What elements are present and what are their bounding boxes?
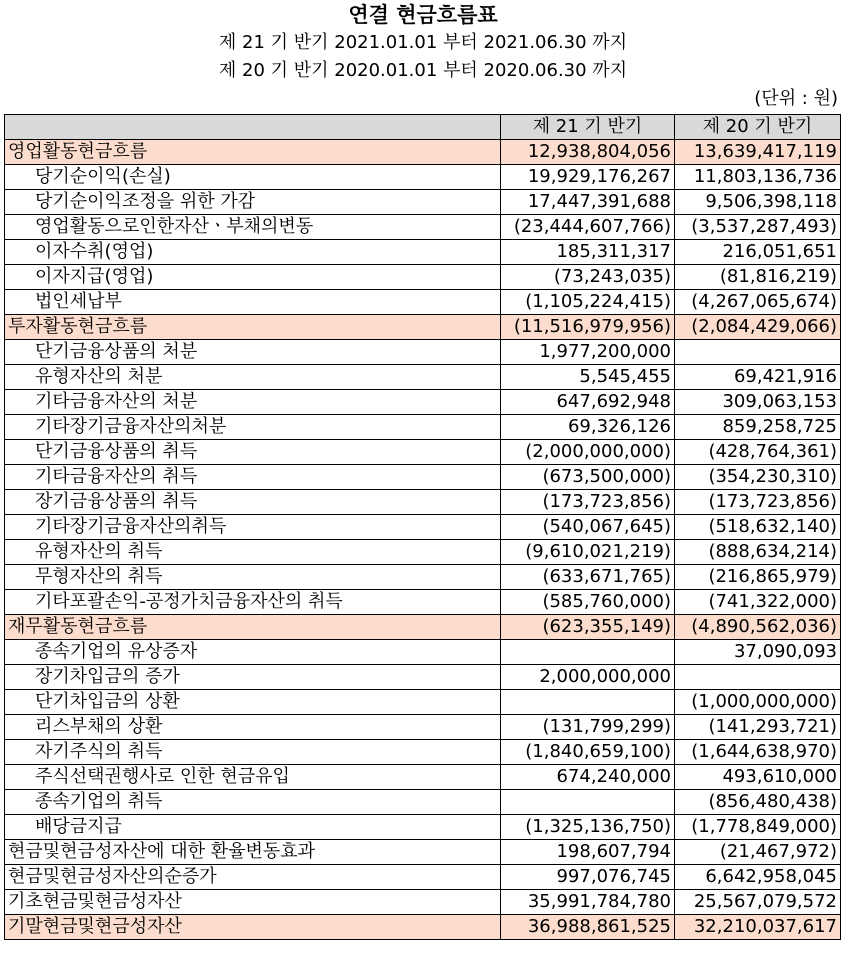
row-current-value: (131,799,299) — [501, 715, 675, 740]
row-label: 재무활동현금흐름 — [5, 615, 501, 640]
row-current-value: 674,240,000 — [501, 765, 675, 790]
row-current-value: (585,760,000) — [501, 590, 675, 615]
row-prior-value: (1,778,849,000) — [675, 815, 841, 840]
row-current-value: (11,516,979,956) — [501, 315, 675, 340]
table-row — [5, 815, 841, 840]
table-row — [5, 665, 841, 690]
table-row — [5, 465, 841, 490]
row-current-value: (9,610,021,219) — [501, 540, 675, 565]
row-current-value: (1,105,224,415) — [501, 290, 675, 315]
row-prior-value: (354,230,310) — [675, 465, 841, 490]
row-current-value: 36,988,861,525 — [501, 915, 675, 940]
row-prior-value: (216,865,979) — [675, 565, 841, 590]
row-current-value: (173,723,856) — [501, 490, 675, 515]
row-current-value — [501, 640, 675, 665]
cash-flow-table — [4, 114, 841, 940]
table-row — [5, 840, 841, 865]
table-row — [5, 615, 841, 640]
row-prior-value: (21,467,972) — [675, 840, 841, 865]
row-prior-value: (888,634,214) — [675, 540, 841, 565]
table-header-row — [5, 115, 841, 140]
row-label: 기타금융자산의 처분 — [5, 390, 501, 415]
row-prior-value — [675, 340, 841, 365]
row-current-value: (540,067,645) — [501, 515, 675, 540]
table-row — [5, 715, 841, 740]
row-current-value: 647,692,948 — [501, 390, 675, 415]
row-prior-value: 32,210,037,617 — [675, 915, 841, 940]
row-prior-value: 37,090,093 — [675, 640, 841, 665]
row-prior-value: 25,567,079,572 — [675, 890, 841, 915]
table-row — [5, 565, 841, 590]
row-prior-value: (1,644,638,970) — [675, 740, 841, 765]
row-prior-value: (4,890,562,036) — [675, 615, 841, 640]
row-current-value — [501, 790, 675, 815]
table-row — [5, 190, 841, 215]
row-label: 기타장기금융자산의취득 — [5, 515, 501, 540]
row-label: 이자수취(영업) — [5, 240, 501, 265]
row-current-value: (633,671,765) — [501, 565, 675, 590]
table-row — [5, 365, 841, 390]
row-current-value: (23,444,607,766) — [501, 215, 675, 240]
row-label: 종속기업의 취득 — [5, 790, 501, 815]
row-prior-value: (4,267,065,674) — [675, 290, 841, 315]
row-current-value: 5,545,455 — [501, 365, 675, 390]
unit-label: (단위 : 원) — [754, 88, 838, 109]
row-label: 무형자산의 취득 — [5, 565, 501, 590]
row-label: 현금및현금성자산의순증가 — [5, 865, 501, 890]
row-prior-value: (2,084,429,066) — [675, 315, 841, 340]
row-label: 기말현금및현금성자산 — [5, 915, 501, 940]
row-prior-value: (518,632,140) — [675, 515, 841, 540]
row-label: 영업활동으로인한자산ㆍ부채의변동 — [5, 215, 501, 240]
period-prior: 제 20 기 반기 2020.01.01 부터 2020.06.30 까지 — [218, 60, 628, 81]
row-label: 장기차입금의 증가 — [5, 665, 501, 690]
row-current-value: 997,076,745 — [501, 865, 675, 890]
row-label: 이자지급(영업) — [5, 265, 501, 290]
row-label: 기타장기금융자산의처분 — [5, 415, 501, 440]
row-label: 유형자산의 처분 — [5, 365, 501, 390]
table-row — [5, 315, 841, 340]
row-prior-value: 6,642,958,045 — [675, 865, 841, 890]
table-row — [5, 865, 841, 890]
row-prior-value: (856,480,438) — [675, 790, 841, 815]
row-current-value: (73,243,035) — [501, 265, 675, 290]
table-row — [5, 640, 841, 665]
row-prior-value: (3,537,287,493) — [675, 215, 841, 240]
row-current-value: 198,607,794 — [501, 840, 675, 865]
row-current-value: (1,840,659,100) — [501, 740, 675, 765]
row-current-value: 17,447,391,688 — [501, 190, 675, 215]
table-row — [5, 915, 841, 940]
row-current-value: 69,326,126 — [501, 415, 675, 440]
row-current-value: (1,325,136,750) — [501, 815, 675, 840]
row-prior-value: 493,610,000 — [675, 765, 841, 790]
row-current-value: (623,355,149) — [501, 615, 675, 640]
row-label: 종속기업의 유상증자 — [5, 640, 501, 665]
table-row — [5, 165, 841, 190]
row-label: 배당금지급 — [5, 815, 501, 840]
table-row — [5, 240, 841, 265]
table-row — [5, 690, 841, 715]
row-prior-value: (173,723,856) — [675, 490, 841, 515]
row-prior-value: (1,000,000,000) — [675, 690, 841, 715]
statement-title: 연결 현금흐름표 — [348, 2, 498, 27]
header-current-period: 제 21 기 반기 — [501, 115, 675, 140]
row-label: 유형자산의 취득 — [5, 540, 501, 565]
table-row — [5, 415, 841, 440]
row-label: 기타금융자산의 취득 — [5, 465, 501, 490]
row-prior-value: 859,258,725 — [675, 415, 841, 440]
row-label: 단기금융상품의 처분 — [5, 340, 501, 365]
row-prior-value: (141,293,721) — [675, 715, 841, 740]
header-prior-period: 제 20 기 반기 — [675, 115, 841, 140]
row-prior-value: 11,803,136,736 — [675, 165, 841, 190]
row-label: 단기차입금의 상환 — [5, 690, 501, 715]
row-label: 법인세납부 — [5, 290, 501, 315]
row-prior-value — [675, 665, 841, 690]
row-label: 기타포괄손익-공정가치금융자산의 취득 — [5, 590, 501, 615]
row-current-value: 19,929,176,267 — [501, 165, 675, 190]
row-label: 기초현금및현금성자산 — [5, 890, 501, 915]
table-row — [5, 515, 841, 540]
header-label — [5, 115, 501, 140]
row-label: 당기순이익조정을 위한 가감 — [5, 190, 501, 215]
row-prior-value: (81,816,219) — [675, 265, 841, 290]
table-row — [5, 790, 841, 815]
row-prior-value: (741,322,000) — [675, 590, 841, 615]
row-label: 영업활동현금흐름 — [5, 140, 501, 165]
row-current-value: 1,977,200,000 — [501, 340, 675, 365]
table-row — [5, 540, 841, 565]
row-label: 주식선택권행사로 인한 현금유입 — [5, 765, 501, 790]
row-current-value: 12,938,804,056 — [501, 140, 675, 165]
row-label: 장기금융상품의 취득 — [5, 490, 501, 515]
table-row — [5, 265, 841, 290]
row-prior-value: 9,506,398,118 — [675, 190, 841, 215]
row-current-value: 2,000,000,000 — [501, 665, 675, 690]
table-row — [5, 490, 841, 515]
table-row — [5, 740, 841, 765]
row-prior-value: (428,764,361) — [675, 440, 841, 465]
period-current: 제 21 기 반기 2021.01.01 부터 2021.06.30 까지 — [218, 32, 628, 53]
table-row — [5, 390, 841, 415]
table-row — [5, 765, 841, 790]
row-label: 자기주식의 취득 — [5, 740, 501, 765]
row-label: 현금및현금성자산에 대한 환율변동효과 — [5, 840, 501, 865]
row-current-value: (2,000,000,000) — [501, 440, 675, 465]
row-label: 리스부채의 상환 — [5, 715, 501, 740]
row-current-value — [501, 690, 675, 715]
row-label: 당기순이익(손실) — [5, 165, 501, 190]
table-row — [5, 440, 841, 465]
table-row — [5, 215, 841, 240]
row-prior-value: 309,063,153 — [675, 390, 841, 415]
table-row — [5, 890, 841, 915]
row-current-value: 185,311,317 — [501, 240, 675, 265]
row-label: 단기금융상품의 취득 — [5, 440, 501, 465]
row-current-value: 35,991,784,780 — [501, 890, 675, 915]
row-prior-value: 216,051,651 — [675, 240, 841, 265]
row-prior-value: 13,639,417,119 — [675, 140, 841, 165]
row-prior-value: 69,421,916 — [675, 365, 841, 390]
table-row — [5, 290, 841, 315]
row-label: 투자활동현금흐름 — [5, 315, 501, 340]
row-current-value: (673,500,000) — [501, 465, 675, 490]
table-row — [5, 140, 841, 165]
table-row — [5, 590, 841, 615]
table-row — [5, 340, 841, 365]
